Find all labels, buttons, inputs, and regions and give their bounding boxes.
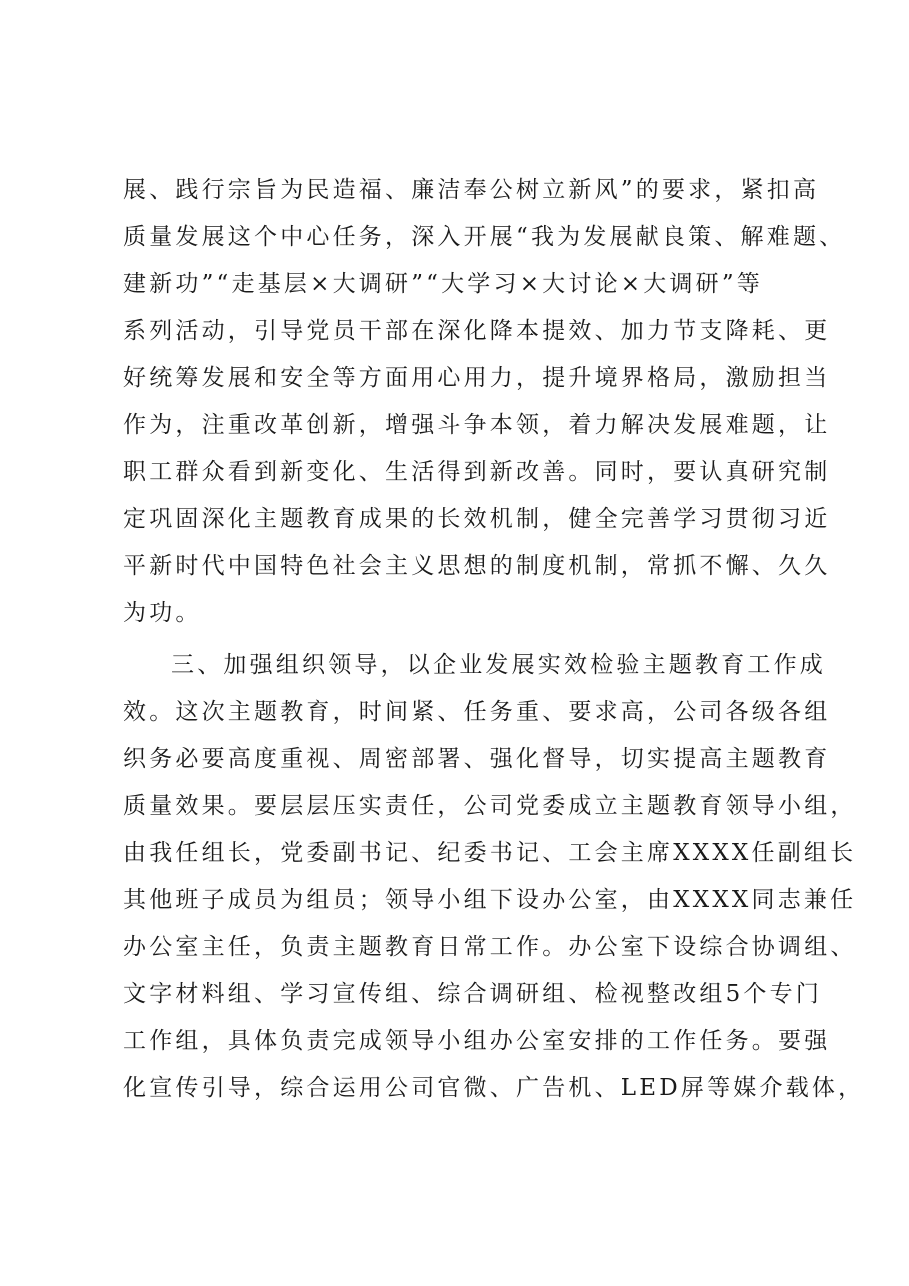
text-line: 好统筹发展和安全等方面用心用力，提升境界格局，激励担当	[123, 365, 831, 391]
text-line: 效。这次主题教育，时间紧、任务重、要求高，公司各级各组	[123, 699, 831, 725]
text-line: 为功。	[123, 600, 202, 626]
text-line: 办公室主任，负责主题教育日常工作。办公室下设综合协调组、	[123, 934, 857, 960]
text-line: 质量效果。要层层压实责任，公司党委成立主题教育领导小组，	[123, 793, 857, 819]
text-line: 建新功”“走基层×大调研”“大学习×大讨论×大调研”等	[123, 271, 764, 297]
text-line: 工作组，具体负责完成领导小组办公室安排的工作任务。要强	[123, 1028, 831, 1054]
text-line: 平新时代中国特色社会主义思想的制度机制，常抓不懈、久久	[123, 553, 831, 579]
text-line: 作为，注重改革创新，增强斗争本领，着力解决发展难题，让	[123, 412, 831, 438]
text-line: 其他班子成员为组员；领导小组下设办公室，由XXXX同志兼任	[123, 887, 857, 913]
text-line: 织务必要高度重视、周密部署、强化督导，切实提高主题教育	[123, 746, 831, 772]
text-line: 职工群众看到新变化、生活得到新改善。同时，要认真研究制	[123, 459, 831, 485]
text-line: 定巩固深化主题教育成果的长效机制，健全完善学习贯彻习近	[123, 506, 831, 532]
text-line: 化宣传引导，综合运用公司官微、广告机、LED屏等媒介载体，	[123, 1075, 865, 1101]
text-line: 展、践行宗旨为民造福、廉洁奉公树立新风”的要求，紧扣高	[123, 177, 820, 203]
text-line: 由我任组长，党委副书记、纪委书记、工会主席XXXX任副组长	[123, 840, 857, 866]
text-line: 文字材料组、学习宣传组、综合调研组、检视整改组5个专门	[123, 981, 823, 1007]
text-line: 质量发展这个中心任务，深入开展“我为发展献良策、解难题、	[123, 224, 846, 250]
section-heading-line: 三、加强组织领导，以企业发展实效检验主题教育工作成	[171, 652, 826, 678]
text-line: 系列活动，引导党员干部在深化降本提效、加力节支降耗、更	[123, 318, 831, 344]
